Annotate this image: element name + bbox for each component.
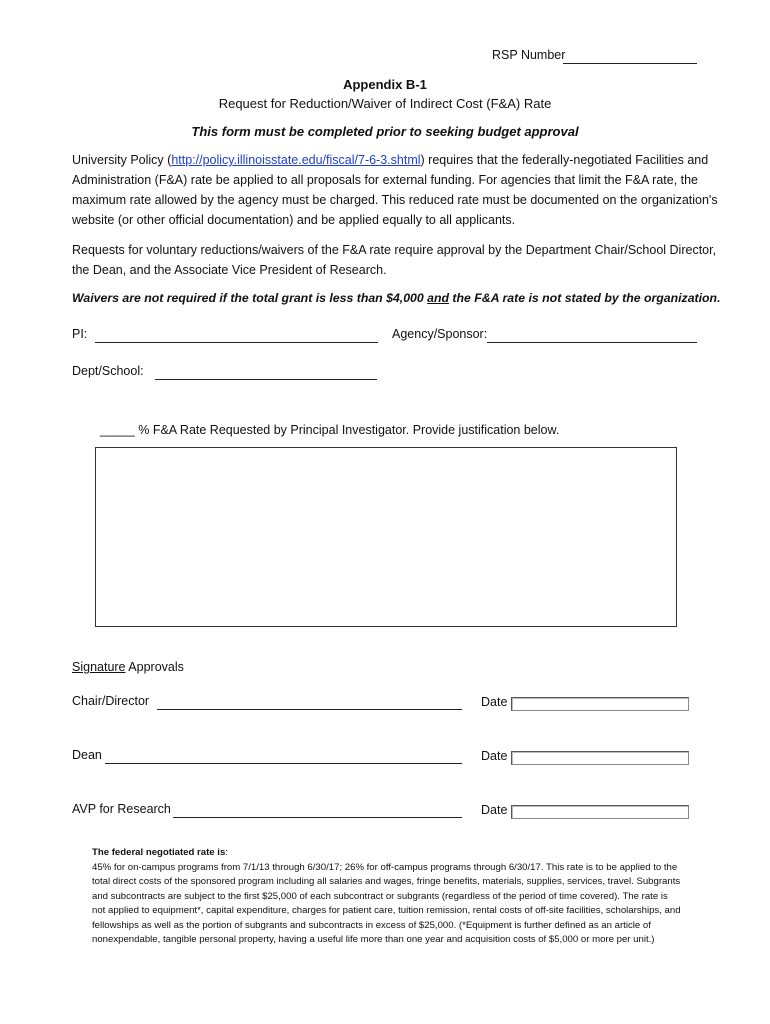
footnote-heading-colon: : <box>225 847 228 858</box>
waiver-text-2: the F&A rate is not stated by the organization. <box>449 291 721 305</box>
rate-blank[interactable]: _____ <box>100 423 135 437</box>
dean-date-input[interactable] <box>511 751 689 765</box>
approvals-word: Approvals <box>125 660 184 674</box>
justification-textarea[interactable] <box>95 447 677 627</box>
dept-input[interactable] <box>155 379 377 380</box>
signature-approvals-heading <box>72 660 184 674</box>
chair-signature-input[interactable] <box>157 709 462 710</box>
rsp-number-input[interactable] <box>563 63 697 64</box>
policy-link[interactable]: http://policy.illinoisstate.edu/fiscal/7-6-3.shtml <box>171 153 421 167</box>
avp-signature-input[interactable] <box>173 817 462 818</box>
dean-date-label: Date <box>481 749 508 763</box>
waiver-note <box>72 288 742 308</box>
pi-input[interactable] <box>95 342 378 343</box>
chair-date-input[interactable] <box>511 697 689 711</box>
federal-rate-footnote <box>92 846 682 948</box>
form-subtitle: Request for Reduction/Waiver of Indirect Cost (F&A) Rate <box>218 96 552 111</box>
dept-label: Dept/School: <box>72 364 144 378</box>
chair-director-label: Chair/Director <box>72 694 150 708</box>
dean-label: Dean <box>72 748 102 762</box>
policy-paragraph <box>72 150 722 230</box>
rsp-number-label: RSP Number <box>492 48 566 62</box>
rate-request-line <box>100 423 559 437</box>
footnote-text: 45% for on-campus programs from 7/1/13 through 6/30/17; 26% for off-campus programs through 6/30/17. This rate is to be applied to the total direct costs of the sponsored program including all salaries and wages, fringe benefits, materials, supplies, services, travel. Subgrants and subcontracts are subject to the first $25,000 of each subcontract or subgrants (regardless of the period of time covered). The rate is not applied to equipment*, capital expenditure, charges for patient care, tuition remission, rental costs of off-site facilities, scholarships, and fellowships as well as the portion of subgrants and subcontracts in excess of $25,000. (*Equipment is further defined as an article of nonexpendable, tangible personal property, having a useful life more than one year and acquisition costs of $5,000 or more per unit.) <box>92 861 681 945</box>
waiver-text-1: Waivers are not required if the total grant is less than $4,000 <box>72 291 428 305</box>
requests-paragraph: Requests for voluntary reductions/waivers of the F&A rate require approval by the Department Chair/School Director, the Dean, and the Associate Vice President of Research. <box>72 243 717 277</box>
footnote-heading <box>92 846 682 861</box>
avp-date-label: Date <box>481 803 508 817</box>
policy-prefix: University Policy ( <box>72 153 172 167</box>
avp-date-input[interactable] <box>511 805 689 819</box>
footnote-heading-text: The federal negotiated rate is <box>92 847 226 858</box>
policy-rest: ) requires that the federally-negotiated Facilities and Administration (F&A) rate be applied to all proposals for external funding. For agencies that limit the F&A rate, the maximum rate allowed by the agency must be charged. This reduced rate must be documented on the organization's website (or other official documentation) and be applied equally to all applicants. <box>72 153 718 227</box>
chair-date-label: Date <box>481 695 508 709</box>
pi-label: PI: <box>72 327 88 341</box>
dean-signature-input[interactable] <box>105 763 462 764</box>
avp-label: AVP for Research <box>72 802 171 816</box>
signature-word: Signature <box>72 660 126 674</box>
waiver-and: and <box>427 291 450 305</box>
appendix-title: Appendix B-1 <box>343 77 427 92</box>
rate-text: % F&A Rate Requested by Principal Investigator. Provide justification below. <box>134 423 560 437</box>
agency-input[interactable] <box>487 342 697 343</box>
agency-label: Agency/Sponsor: <box>392 327 488 341</box>
form-notice: This form must be completed prior to seeking budget approval <box>191 124 579 139</box>
